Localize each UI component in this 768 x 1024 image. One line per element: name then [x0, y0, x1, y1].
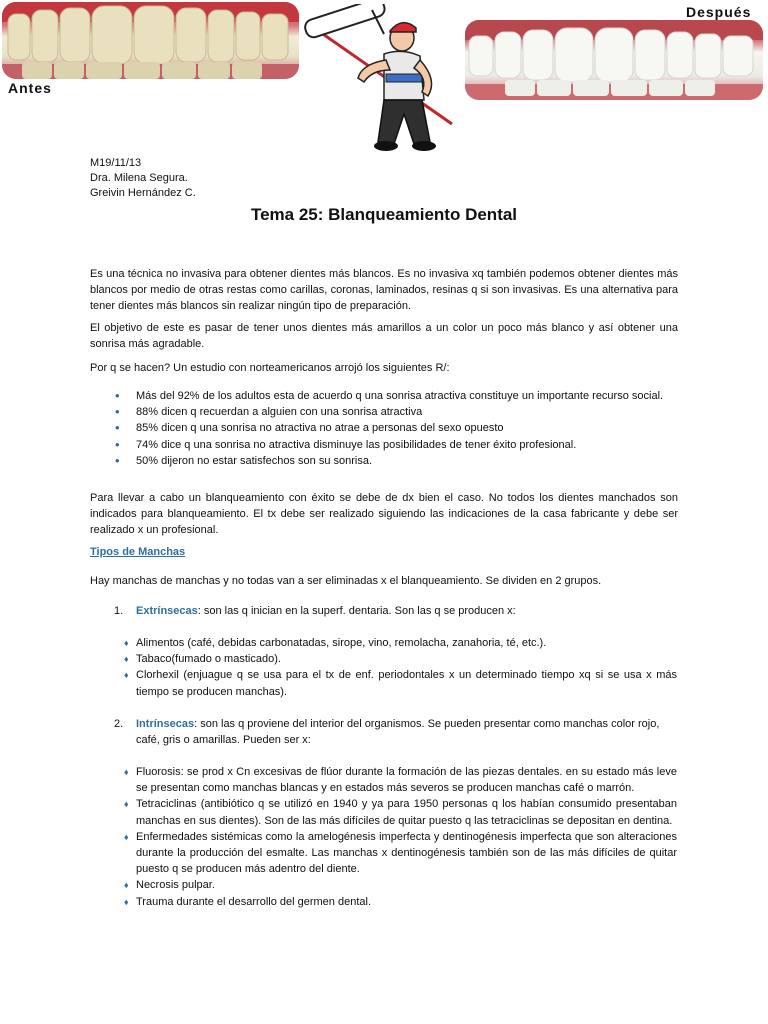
list-item: ♦ Necrosis pulpar.	[124, 877, 677, 893]
after-teeth-graphic	[465, 20, 763, 100]
list-item: ♦ Trauma durante el desarrollo del germen dental.	[124, 894, 677, 910]
document-header	[90, 156, 196, 201]
list-item: • 85% dicen q una sonrisa no atractiva no atrae a personas del sexo opuesto	[90, 420, 678, 436]
procedure-paragraph: Para llevar a cabo un blanqueamiento con éxito se debe de dx bien el caso. No todos los dientes manchados son indicados para blanqueamiento. El tx debe ser realizado siguiendo las indicaciones de la casa fabricante y debe ser realizado x un profesional.	[90, 492, 678, 537]
objective-paragraph: El objetivo de este es pasar de tener unos dientes más amarillos a un color un poco más blanco y así obtener una sonrisa más agradable.	[90, 322, 678, 351]
author-line: Greivin Hernández C.	[90, 187, 196, 199]
list-item: • 50% dijeron no estar satisfechos son su sonrisa.	[90, 453, 678, 469]
stats-list	[90, 388, 678, 469]
list-item: ♦ Fluorosis: se prod x Cn excesivas de flúor durante la formación de las piezas dentales. en su estado más leve se presentan como manchas blancas y en estados más severos se producen manchas café o marrón.	[124, 764, 677, 796]
intrinsic-section	[116, 716, 676, 748]
painter-cartoon-image	[302, 4, 462, 156]
extrinsic-text: : son las q inician en la superf. dentaria. Son las q se producen x:	[197, 605, 516, 617]
list-item: • 88% dicen q recuerdan a alguien con una sonrisa atractiva	[90, 404, 678, 420]
why-paragraph: Por q se hacen? Un estudio con norteamericanos arrojó los siguientes R/:	[90, 362, 450, 374]
extrinsic-section	[116, 603, 676, 619]
intrinsic-list	[124, 764, 677, 910]
list-item: ♦ Tabaco(fumado o masticado).	[124, 651, 677, 667]
date-line: M19/11/13	[90, 157, 142, 169]
before-teeth-photo	[2, 2, 299, 79]
intro-paragraph: Es una técnica no invasiva para obtener dientes más blancos. Es no invasiva xq también podemos obtener dientes más blancos por medio de otras restas como carillas, coronas, laminados, resinas q si son invasivas. Es una alternativa para tener dientes más blancos sin realizar ningún tipo de preparación.	[90, 268, 678, 313]
intrinsic-text: : son las q proviene del interior del organismos. Se pueden presentar como manchas color rojo, café, gris o amarillas. Pueden ser x:	[136, 718, 660, 747]
extrinsic-list	[124, 635, 677, 700]
after-teeth-photo	[465, 20, 763, 100]
after-label: Después	[686, 4, 752, 20]
list-item: ♦ Tetraciclinas (antibiótico q se utilizó en 1940 y ya para 1950 personas q los habían consumido presentaban manchas en sus dientes). Son de las más difíciles de quitar puesto q las tetraciclinas se depositan en dentina.	[124, 796, 677, 828]
intrinsic-label: Intrínsecas	[136, 718, 195, 730]
extrinsic-label: Extrínsecas	[136, 605, 198, 617]
doctor-line: Dra. Milena Segura.	[90, 172, 188, 184]
list-item: ♦ Clorhexil (enjuague q se usa para el tx de enf. periodontales x un determinado tiempo xq si se usa x más tiempo se producen manchas).	[124, 667, 677, 699]
list-item: ♦ Alimentos (café, debidas carbonatadas, sirope, vino, remolacha, zanahoria, té, etc.).	[124, 635, 677, 651]
list-item: • Más del 92% de los adultos esta de acuerdo q una sonrisa atractiva constituye un importante recurso social.	[90, 388, 678, 404]
list-item: ♦ Enfermedades sistémicas como la amelogénesis imperfecta y dentinogénesis imperfecta que son alteraciones durante la producción del esmalte. Las manchas x dentinogénesis también son de las más difíciles de quitar puesto q se producen más adentro del diente.	[124, 829, 677, 878]
before-teeth-graphic	[2, 2, 299, 79]
extrinsic-index: 1.	[114, 605, 124, 617]
groups-paragraph: Hay manchas de manchas y no todas van a ser eliminadas x el blanqueamiento. Se dividen en 2 grupos.	[90, 575, 602, 587]
types-heading: Tipos de Manchas	[90, 546, 186, 558]
document-title: Tema 25: Blanqueamiento Dental	[250, 205, 518, 224]
intrinsic-index: 2.	[114, 718, 124, 730]
before-label: Antes	[8, 80, 52, 96]
list-item: • 74% dice q una sonrisa no atractiva disminuye las posibilidades de tener éxito profesional.	[90, 437, 678, 453]
